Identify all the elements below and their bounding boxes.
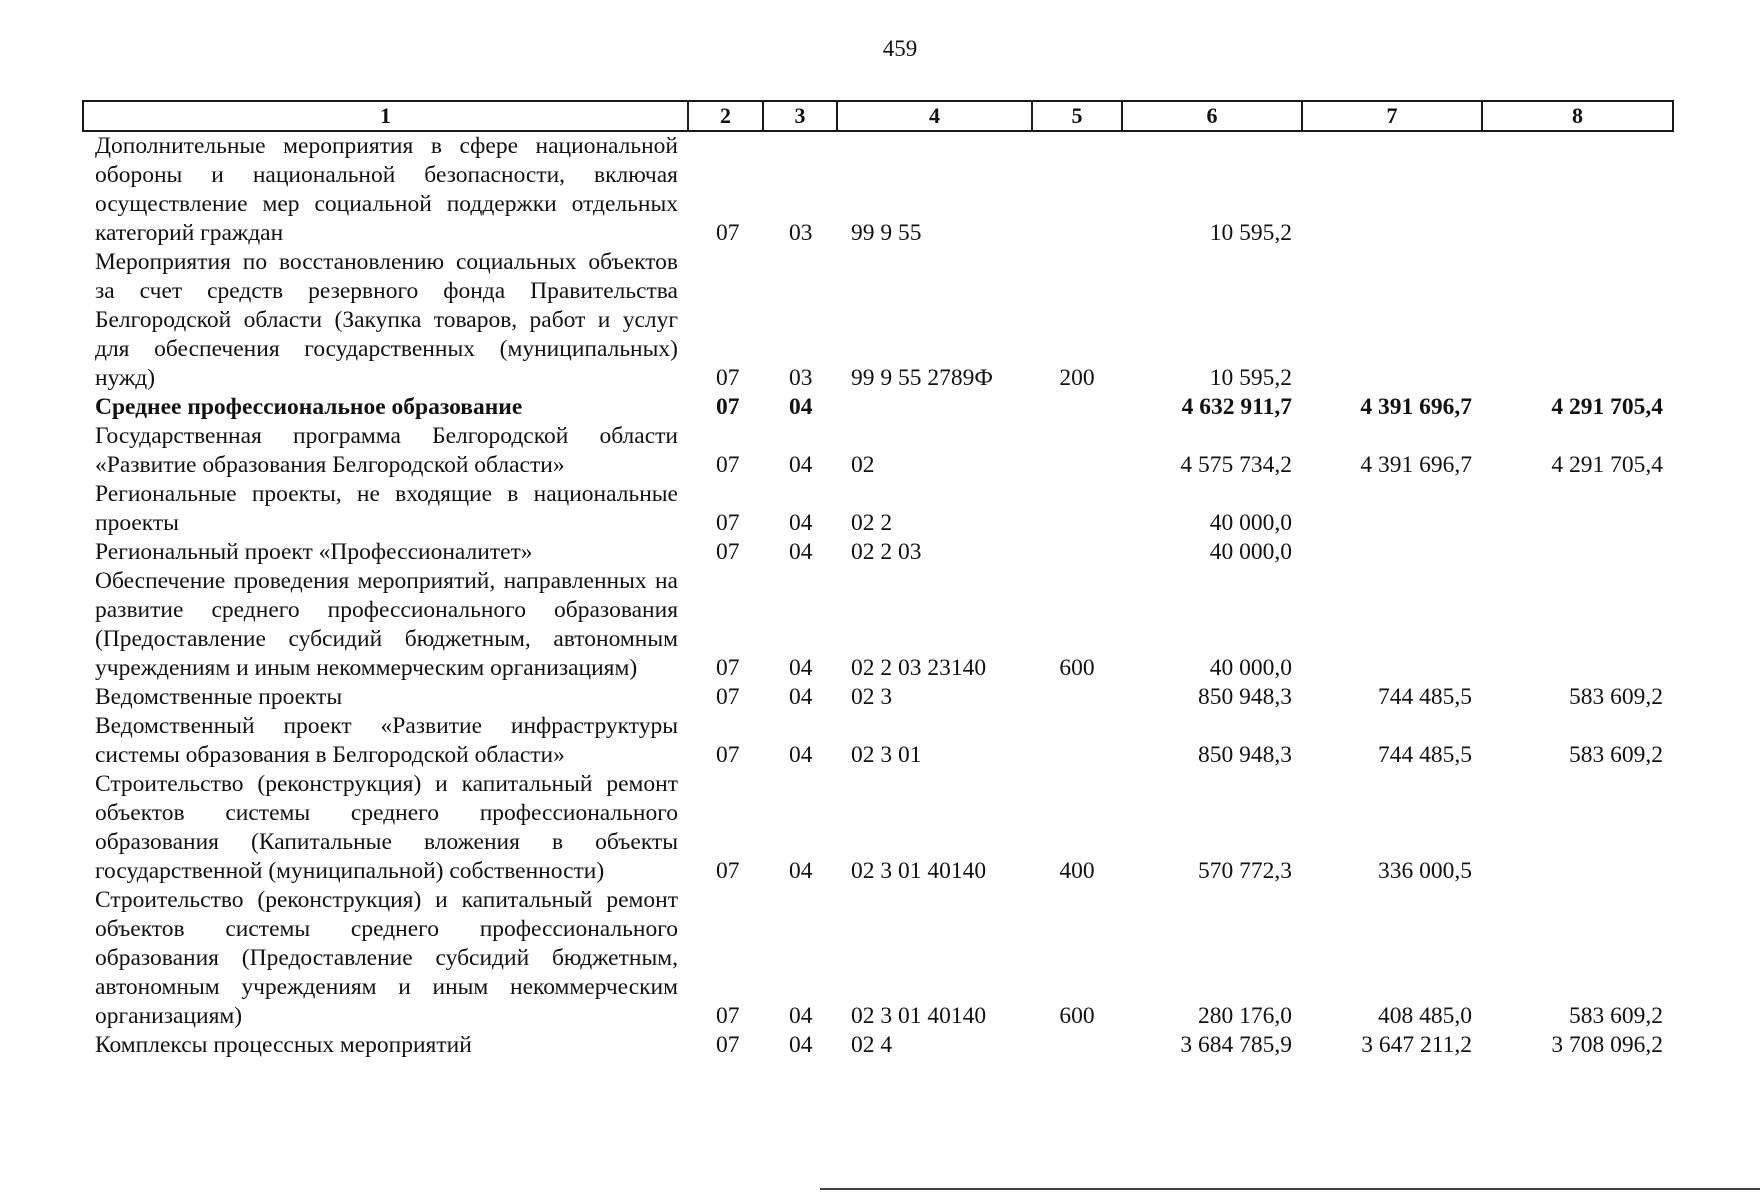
- row-name: Дополнительные мероприятия в сфере национальной обороны и национальной безопасности, включая осуществление мер социальной поддержки отдельных категорий граждан: [95, 133, 678, 246]
- column-header: 1: [83, 101, 688, 131]
- row-amount-7: [1302, 480, 1482, 538]
- row-section: 07: [716, 742, 740, 768]
- column-header: 3: [763, 101, 837, 131]
- header-row: [83, 101, 1673, 131]
- row-amount-7: 4 391 696,7: [1360, 394, 1472, 420]
- column-header: 5: [1032, 101, 1122, 131]
- row-amount-7: [1302, 567, 1482, 683]
- row-name: Строительство (реконструкция) и капитальный ремонт объектов системы среднего профессионального образования (Капитальные вложения в объекты государственной (муниципальной) собственности): [95, 771, 678, 884]
- table-row: [83, 1031, 1673, 1060]
- column-header: 6: [1122, 101, 1302, 131]
- row-amount-6: 570 772,3: [1198, 858, 1292, 884]
- row-expense-type: 600: [1059, 655, 1095, 681]
- row-amount-8: [1482, 770, 1673, 886]
- row-amount-8: [1482, 567, 1673, 683]
- row-section: 07: [716, 858, 740, 884]
- row-subsection: 04: [789, 394, 813, 420]
- row-name: Обеспечение проведения мероприятий, направленных на развитие среднего профессионального образования (Предоставление субсидий бюджетным, автономным учреждениям и иным некоммерческим организациям): [95, 568, 678, 681]
- row-target-article: 02 3 01 40140: [851, 858, 987, 884]
- row-amount-7: 744 485,5: [1378, 684, 1472, 710]
- row-expense-type: [1032, 131, 1122, 248]
- row-expense-type: [1032, 393, 1122, 422]
- row-expense-type: [1032, 538, 1122, 567]
- row-expense-type: 600: [1059, 1003, 1095, 1029]
- row-name: Региональный проект «Профессионалитет»: [95, 539, 533, 565]
- row-amount-7: 4 391 696,7: [1360, 452, 1472, 478]
- row-subsection: 03: [789, 220, 813, 246]
- table-row: [83, 393, 1673, 422]
- row-section: 07: [716, 539, 740, 565]
- row-amount-8: 4 291 705,4: [1551, 394, 1663, 420]
- row-amount-6: 40 000,0: [1209, 539, 1292, 565]
- row-amount-8: [1482, 480, 1673, 538]
- row-expense-type: 200: [1059, 365, 1095, 391]
- row-expense-type: [1032, 1031, 1122, 1060]
- row-amount-7: 744 485,5: [1378, 742, 1472, 768]
- row-amount-7: [1302, 248, 1482, 393]
- row-section: 07: [716, 684, 740, 710]
- row-name: Комплексы процессных мероприятий: [95, 1032, 472, 1058]
- row-amount-8: [1482, 538, 1673, 567]
- row-section: 07: [716, 1032, 740, 1058]
- row-amount-6: 40 000,0: [1209, 510, 1292, 536]
- row-subsection: 04: [789, 742, 813, 768]
- table-row: [83, 538, 1673, 567]
- column-header: 4: [837, 101, 1032, 131]
- row-amount-7: 336 000,5: [1378, 858, 1472, 884]
- column-header: 2: [688, 101, 763, 131]
- row-expense-type: [1032, 683, 1122, 712]
- row-target-article: 02 2: [851, 510, 893, 536]
- column-header: 8: [1482, 101, 1673, 131]
- row-expense-type: [1032, 480, 1122, 538]
- row-amount-7: 3 647 211,2: [1361, 1032, 1472, 1058]
- row-amount-8: 3 708 096,2: [1551, 1032, 1663, 1058]
- row-target-article: 02 2 03 23140: [851, 655, 987, 681]
- table-row: [83, 683, 1673, 712]
- row-section: 07: [716, 220, 740, 246]
- row-section: 07: [716, 510, 740, 536]
- table-row: [83, 712, 1673, 770]
- table-row: [83, 567, 1673, 683]
- row-target-article: 02 4: [851, 1032, 893, 1058]
- row-target-article: 99 9 55 2789Ф: [851, 365, 993, 391]
- row-amount-6: 850 948,3: [1198, 684, 1292, 710]
- row-amount-6: 850 948,3: [1198, 742, 1292, 768]
- row-amount-8: [1482, 248, 1673, 393]
- row-target-article: 02 3 01: [851, 742, 922, 768]
- row-amount-6: 3 684 785,9: [1180, 1032, 1292, 1058]
- row-section: 07: [716, 452, 740, 478]
- budget-table: [82, 100, 1674, 1060]
- row-subsection: 04: [789, 510, 813, 536]
- row-section: 07: [716, 394, 740, 420]
- row-amount-7: 408 485,0: [1378, 1003, 1472, 1029]
- page-edge-line: [820, 1188, 1760, 1190]
- table-row: [83, 770, 1673, 886]
- row-subsection: 04: [789, 1003, 813, 1029]
- row-amount-8: 4 291 705,4: [1551, 452, 1663, 478]
- row-subsection: 04: [789, 858, 813, 884]
- table-row: [83, 480, 1673, 538]
- column-header: 7: [1302, 101, 1482, 131]
- row-target-article: 02: [851, 452, 875, 478]
- row-subsection: 04: [789, 539, 813, 565]
- row-amount-6: 4 632 911,7: [1181, 394, 1292, 420]
- row-amount-6: 10 595,2: [1209, 220, 1292, 246]
- row-expense-type: 400: [1059, 858, 1095, 884]
- table-row: [83, 886, 1673, 1031]
- row-target-article: [837, 393, 1032, 422]
- row-amount-7: [1302, 131, 1482, 248]
- row-target-article: 02 2 03: [851, 539, 922, 565]
- row-amount-7: [1302, 538, 1482, 567]
- row-name: Мероприятия по восстановлению социальных объектов за счет средств резервного фонда Правительства Белгородской области (Закупка товаров, работ и услуг для обеспечения государственных (муниципальных) нужд): [95, 249, 678, 391]
- row-name: Региональные проекты, не входящие в национальные проекты: [95, 481, 678, 536]
- row-name: Ведомственный проект «Развитие инфраструктуры системы образования в Белгородской области»: [95, 713, 678, 768]
- row-amount-8: 583 609,2: [1569, 1003, 1663, 1029]
- row-expense-type: [1032, 712, 1122, 770]
- row-name: Государственная программа Белгородской области «Развитие образования Белгородской области»: [95, 423, 678, 478]
- row-name: Ведомственные проекты: [95, 684, 343, 710]
- row-subsection: 04: [789, 684, 813, 710]
- row-target-article: 02 3: [851, 684, 893, 710]
- row-subsection: 04: [789, 452, 813, 478]
- row-amount-8: [1482, 131, 1673, 248]
- row-target-article: 99 9 55: [851, 220, 922, 246]
- row-amount-6: 40 000,0: [1209, 655, 1292, 681]
- row-amount-6: 4 575 734,2: [1180, 452, 1292, 478]
- page-number: 459: [882, 36, 918, 61]
- row-name: Строительство (реконструкция) и капитальный ремонт объектов системы среднего профессионального образования (Предоставление субсидий бюджетным, автономным учреждениям и иным некоммерческим организациям): [95, 887, 678, 1029]
- row-amount-8: 583 609,2: [1569, 684, 1663, 710]
- row-subsection: 03: [789, 365, 813, 391]
- row-amount-6: 280 176,0: [1198, 1003, 1292, 1029]
- row-subsection: 04: [789, 1032, 813, 1058]
- row-section: 07: [716, 365, 740, 391]
- table-row: [83, 131, 1673, 248]
- row-section: 07: [716, 655, 740, 681]
- row-amount-8: 583 609,2: [1569, 742, 1663, 768]
- row-section: 07: [716, 1003, 740, 1029]
- row-amount-6: 10 595,2: [1209, 365, 1292, 391]
- table-row: [83, 422, 1673, 480]
- row-expense-type: [1032, 422, 1122, 480]
- row-name: Среднее профессиональное образование: [95, 394, 523, 420]
- table-row: [83, 248, 1673, 393]
- row-subsection: 04: [789, 655, 813, 681]
- row-target-article: 02 3 01 40140: [851, 1003, 987, 1029]
